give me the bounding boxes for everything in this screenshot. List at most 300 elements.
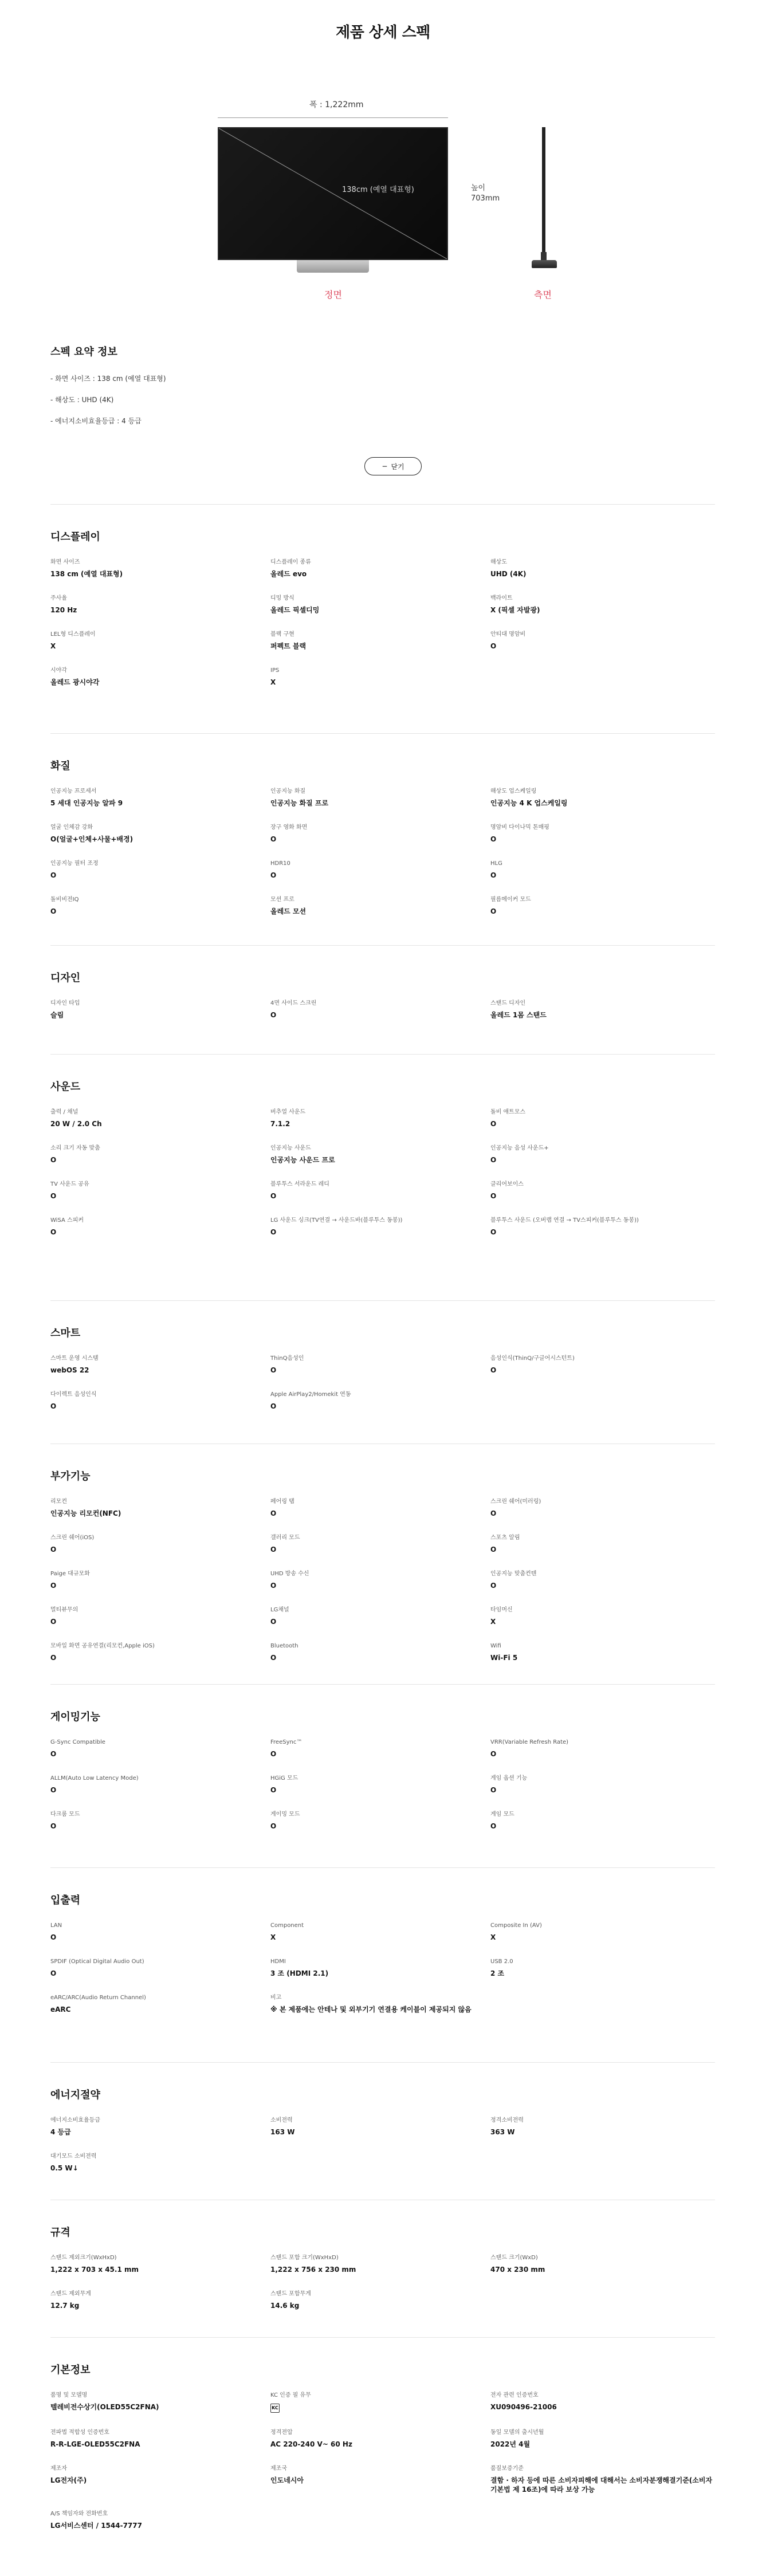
spec-label: LG 사운드 싱크(TV연결 → 사운드바(블루투스 동봉)) [270, 1217, 403, 1224]
height-label-title: 높이 [471, 184, 486, 192]
spec-value: 올레드 모션 [270, 907, 307, 915]
tv-side-foot [532, 260, 557, 268]
spec-value: O [490, 907, 497, 915]
spec-label: 필름메이커 모드 [490, 896, 531, 903]
spec-item [270, 559, 490, 579]
spec-label: 소비전력 [270, 2117, 293, 2123]
spec-item [50, 2290, 270, 2310]
spec-item [50, 2117, 270, 2137]
spec-label: 멀티뷰무의 [50, 1607, 78, 1613]
spec-label: 안티대 명암비 [490, 631, 526, 638]
spec-value: O [490, 1545, 497, 1554]
section-title: 화질 [50, 760, 70, 772]
spec-item [50, 1181, 270, 1201]
spec-item [270, 788, 490, 808]
spec-value: O [50, 1582, 57, 1590]
spec-label: 스크린 쉐어(iOS) [50, 1535, 95, 1541]
spec-value: O [490, 1120, 497, 1128]
spec-value: 163 W [270, 2128, 295, 2136]
spec-value: O [50, 1822, 57, 1830]
spec-item [270, 2254, 490, 2274]
spec-label: HGiG 모드 [270, 1775, 298, 1781]
spec-item [490, 1570, 715, 1590]
spec-value: O [50, 1228, 57, 1236]
product-figure [0, 0, 766, 321]
spec-label: 게임 모드 [490, 1811, 514, 1818]
spec-item [270, 2465, 490, 2494]
spec-value: 퍼펙트 블랙 [270, 642, 307, 650]
height-label-value: 703mm [471, 194, 500, 203]
spec-value: O [490, 1509, 497, 1517]
spec-label: 인공지능 맞춤컨텐 [490, 1571, 537, 1577]
spec-label: 제조자 [50, 2465, 67, 2472]
spec-value: Wi-Fi 5 [490, 1654, 518, 1662]
spec-value: O [490, 1750, 497, 1758]
spec-label: 정격소비전력 [490, 2117, 524, 2123]
spec-value: O(얼굴+인체+사물+배경) [50, 835, 133, 843]
spec-value: O [270, 1509, 277, 1517]
spec-label: 제조국 [270, 2465, 287, 2472]
section-title: 기본정보 [50, 2364, 91, 2376]
section-title: 사운드 [50, 1081, 81, 1093]
section-title: 스마트 [50, 1327, 81, 1339]
spec-label: HLG [490, 860, 502, 867]
spec-value: O [270, 1366, 277, 1374]
spec-item [50, 1739, 270, 1759]
spec-grid [50, 2117, 715, 2173]
spec-label: Paige 대규모화 [50, 1571, 90, 1577]
spec-label: 인공지능 필터 조정 [50, 860, 99, 867]
spec-value: X [270, 1933, 276, 1941]
spec-item [270, 896, 490, 916]
spec-label: 디스플레이 종류 [270, 559, 311, 565]
spec-value: O [270, 1786, 277, 1794]
summary-item: - 해상도 : UHD (4K) [50, 395, 715, 404]
tv-stand [297, 260, 369, 273]
spec-value: 1,222 x 703 x 45.1 mm [50, 2266, 139, 2274]
spec-item [50, 860, 270, 880]
spec-label: ALLM(Auto Low Latency Mode) [50, 1775, 139, 1781]
spec-item [270, 1498, 490, 1518]
spec-item [50, 1994, 270, 2014]
summary-list [50, 373, 715, 426]
spec-item [50, 631, 270, 651]
spec-value: O [490, 1822, 497, 1830]
spec-value: O [50, 1192, 57, 1200]
spec-item [270, 2429, 490, 2449]
spec-section [50, 2062, 715, 2173]
spec-item [50, 1606, 270, 1626]
spec-value: O [270, 1822, 277, 1830]
front-caption: 정면 [324, 289, 342, 300]
section-title: 디스플레이 [50, 531, 100, 543]
spec-item [50, 788, 270, 808]
spec-item [270, 2290, 490, 2310]
spec-label: 스탠드 제외무게 [50, 2291, 91, 2297]
spec-label: Bluetooth [270, 1643, 298, 1649]
spec-label: 디밍 방식 [270, 595, 294, 601]
spec-item [490, 1181, 715, 1201]
spec-value: O [270, 1618, 277, 1626]
spec-section [50, 1867, 715, 2014]
spec-value: eARC [50, 2005, 71, 2013]
spec-grid [50, 1355, 715, 1411]
spec-value: O [490, 1366, 497, 1374]
spec-value: 인공지능 화질 프로 [270, 799, 329, 807]
spec-label: 전파법 적합성 인증번호 [50, 2429, 109, 2436]
spec-value: O [270, 871, 277, 879]
spec-section [50, 1300, 715, 1411]
spec-item [50, 896, 270, 916]
spec-label: HDMI [270, 1958, 286, 1965]
spec-item [50, 1145, 270, 1165]
spec-item [50, 1217, 270, 1237]
spec-label: eARC/ARC(Audio Return Channel) [50, 1995, 146, 2001]
spec-value: O [50, 907, 57, 915]
spec-label: 모션 프로 [270, 896, 294, 903]
spec-label: 돌비비전IQ [50, 896, 79, 903]
spec-label: 클리어보이스 [490, 1181, 524, 1187]
spec-label: 에너지소비효율등급 [50, 2117, 100, 2123]
spec-item [490, 2254, 715, 2274]
spec-value: O [270, 1582, 277, 1590]
spec-item [490, 1498, 715, 1518]
spec-label: 비고 [270, 1995, 282, 2001]
spec-item [50, 2392, 270, 2413]
spec-label: 음성인식(ThinQ/구글어시스턴트) [490, 1355, 575, 1362]
spec-label: 다크룸 모드 [50, 1811, 80, 1818]
spec-item [270, 1181, 490, 1201]
spec-item [270, 1739, 490, 1759]
spec-item [270, 1145, 490, 1165]
spec-label: IPS [270, 667, 280, 674]
spec-item [50, 2510, 270, 2530]
spec-label: ThinQ음성인 [270, 1355, 304, 1362]
spec-label: LG채널 [270, 1607, 289, 1613]
spec-label: VRR(Variable Refresh Rate) [490, 1739, 569, 1745]
spec-value: 120 Hz [50, 606, 77, 614]
spec-value: 슬림 [50, 1011, 64, 1019]
spec-label: 돌비 애트모스 [490, 1109, 526, 1115]
spec-label: Composite In (AV) [490, 1922, 542, 1929]
spec-value: 3 조 (HDMI 2.1) [270, 1969, 329, 1977]
spec-item [490, 1606, 715, 1626]
spec-item [270, 1606, 490, 1626]
spec-value: X [270, 678, 276, 686]
spec-item [490, 896, 715, 916]
spec-item [270, 1811, 490, 1831]
spec-value: O [490, 642, 497, 650]
spec-value: O [50, 1933, 57, 1941]
spec-label: G-Sync Compatible [50, 1739, 105, 1745]
spec-item [50, 2465, 270, 2494]
spec-label: HDR10 [270, 860, 290, 867]
spec-item [490, 1108, 715, 1128]
spec-section [50, 945, 715, 1020]
diagonal-label: 138cm (예열 대표형) [342, 186, 414, 194]
spec-label: 모바일 화면 공유연결(리모컨,Apple iOS) [50, 1643, 155, 1649]
collapse-button[interactable] [364, 457, 422, 475]
spec-item [50, 1958, 270, 1978]
spec-label: LEL형 디스플레이 [50, 631, 96, 638]
spec-label: 스탠드 크기(WxD) [490, 2255, 538, 2261]
spec-item [270, 1391, 490, 1411]
spec-label: A/S 책임자와 전화번호 [50, 2511, 108, 2517]
spec-label: 스탠드 포함 크기(WxHxD) [270, 2255, 339, 2261]
width-label: 폭 : 1,222mm [309, 100, 364, 109]
spec-label: 시야각 [50, 667, 67, 674]
spec-value: XU090496-21006 [490, 2403, 557, 2411]
spec-item [50, 1498, 270, 1518]
spec-value: O [270, 1750, 277, 1758]
spec-item [50, 1391, 270, 1411]
spec-item [50, 1922, 270, 1942]
spec-value: 7.1.2 [270, 1120, 290, 1128]
spec-value: 4 등급 [50, 2128, 71, 2136]
spec-summary [50, 344, 715, 437]
spec-value: O [490, 1192, 497, 1200]
spec-item [490, 1922, 715, 1942]
spec-item [270, 667, 490, 687]
spec-label: 타임머신 [490, 1607, 513, 1613]
spec-value: O [270, 1654, 277, 1662]
section-title: 디자인 [50, 972, 81, 984]
spec-value: webOS 22 [50, 1366, 89, 1374]
spec-label: 품질보증기준 [490, 2465, 524, 2472]
spec-value: O [50, 1750, 57, 1758]
spec-item [490, 2465, 715, 2494]
spec-item [490, 1534, 715, 1554]
spec-item [490, 1958, 715, 1978]
spec-item [270, 824, 490, 844]
spec-value: O [270, 1545, 277, 1554]
spec-value: 올레드 광시야각 [50, 678, 100, 686]
spec-label: 다이렉트 음성인식 [50, 1391, 97, 1398]
spec-label: 버추얼 사운드 [270, 1109, 306, 1115]
section-title: 규격 [50, 2227, 70, 2239]
spec-label: 블랙 구현 [270, 631, 294, 638]
spec-item [50, 667, 270, 687]
page-title: 제품 상세 스펙 [336, 24, 430, 41]
spec-section [50, 2200, 715, 2310]
spec-value: O [490, 871, 497, 879]
spec-item [50, 1775, 270, 1795]
spec-value: 올레드 evo [270, 570, 307, 578]
spec-grid [50, 788, 715, 916]
spec-value: 5 세대 인공지능 알파 9 [50, 799, 123, 807]
spec-label: 품명 및 모델명 [50, 2392, 88, 2398]
spec-value: O [50, 1786, 57, 1794]
spec-item [50, 559, 270, 579]
spec-value: O [270, 1402, 277, 1410]
spec-section [50, 733, 715, 916]
spec-label: 전자 관련 인증번호 [490, 2392, 539, 2398]
spec-item [490, 824, 715, 844]
spec-value: UHD (4K) [490, 570, 527, 578]
spec-grid [50, 1108, 715, 1237]
spec-value: O [50, 1545, 57, 1554]
spec-item [50, 1642, 270, 1662]
spec-label: 인공지능 화질 [270, 788, 306, 795]
spec-value: ※ 본 제품에는 안테나 및 외부기기 연결용 케이블이 제공되지 않음 [270, 2005, 472, 2013]
spec-item [50, 1570, 270, 1590]
spec-item [490, 788, 715, 808]
spec-item [490, 1145, 715, 1165]
width-line [218, 117, 448, 118]
spec-value: 텔레비전수상기(OLED55C2FNA) [50, 2403, 159, 2411]
spec-item [50, 1355, 270, 1375]
spec-label: 명암비 다이나믹 톤매핑 [490, 824, 549, 831]
spec-label: 인공지능 프로세서 [50, 788, 97, 795]
spec-item [490, 2117, 715, 2137]
spec-label: 장구 영화 화면 [270, 824, 308, 831]
spec-value: O [270, 1228, 277, 1236]
spec-value: O [270, 1192, 277, 1200]
spec-label: 스탠드 디자인 [490, 1000, 526, 1006]
spec-item [270, 1570, 490, 1590]
spec-value: 올레드 픽셀디밍 [270, 606, 320, 614]
spec-label: 블루투스 서라운드 레디 [270, 1181, 329, 1187]
spec-label: FreeSync™ [270, 1739, 303, 1745]
spec-value: O [490, 1786, 497, 1794]
spec-value: 인공지능 리모컨(NFC) [50, 1509, 121, 1517]
spec-item [490, 595, 715, 615]
spec-label: 스마트 운영 시스템 [50, 1355, 99, 1362]
spec-value: 인공지능 4 K 업스케일링 [490, 799, 568, 807]
collapse-button-label: 닫기 [391, 462, 404, 471]
spec-label: 소리 크기 자동 맞춤 [50, 1145, 100, 1151]
spec-grid [50, 1498, 715, 1662]
spec-label: 인공지능 음성 사운드+ [490, 1145, 549, 1151]
spec-label: TV 사운드 공유 [50, 1181, 89, 1187]
spec-item [490, 1739, 715, 1759]
spec-value: 0.5 W↓ [50, 2164, 78, 2172]
minus-icon: − [382, 462, 388, 470]
spec-value [270, 2402, 490, 2413]
spec-label: 화면 사이즈 [50, 559, 80, 565]
spec-label: Wifi [490, 1643, 501, 1649]
spec-label: 게임 옵션 기능 [490, 1775, 528, 1781]
spec-item [490, 1775, 715, 1795]
spec-label: 해상도 [490, 559, 507, 565]
spec-item [490, 2429, 715, 2449]
spec-value: 138 cm (예열 대표형) [50, 570, 123, 578]
spec-label: UHD 방송 수신 [270, 1571, 309, 1577]
spec-label: KC 인증 필 유무 [270, 2392, 311, 2398]
spec-label: 스포츠 알림 [490, 1535, 520, 1541]
spec-label: 백라이트 [490, 595, 513, 601]
spec-value: O [490, 1582, 497, 1590]
spec-value: 올레드 1몸 스탠드 [490, 1011, 547, 1019]
spec-label: 갤러리 모드 [270, 1535, 300, 1541]
section-title: 게이밍기능 [50, 1711, 100, 1723]
spec-section [50, 1054, 715, 1237]
spec-section [50, 504, 715, 687]
spec-label: 게이밍 모드 [270, 1811, 300, 1818]
summary-item: - 에너지소비효율등급 : 4 등급 [50, 416, 715, 426]
spec-item [270, 2392, 490, 2413]
section-title: 에너지절약 [50, 2089, 100, 2101]
spec-item [270, 1217, 490, 1237]
spec-label: 스탠드 제외크기(WxHxD) [50, 2255, 117, 2261]
spec-item [270, 631, 490, 651]
spec-grid [50, 1922, 715, 2014]
spec-item [490, 631, 715, 651]
spec-item [490, 2392, 715, 2413]
spec-section [50, 1684, 715, 1831]
spec-item [270, 1994, 490, 2014]
spec-value: 14.6 kg [270, 2302, 300, 2310]
summary-item: - 화면 사이즈 : 138 cm (예열 대표형) [50, 373, 715, 383]
kc-mark-icon: KC [270, 2404, 280, 2413]
spec-label: 동일 모델의 출시년월 [490, 2429, 544, 2436]
spec-value: AC 220-240 V~ 60 Hz [270, 2440, 352, 2448]
spec-item [50, 1811, 270, 1831]
spec-label: 리모컨 [50, 1499, 67, 1505]
spec-value: O [490, 1228, 497, 1236]
spec-item [490, 1811, 715, 1831]
spec-item [270, 2117, 490, 2137]
spec-label: 주사율 [50, 595, 67, 601]
spec-value: O [50, 1156, 57, 1164]
spec-item [270, 1534, 490, 1554]
spec-value: 12.7 kg [50, 2302, 80, 2310]
spec-item [270, 1000, 490, 1020]
spec-grid [50, 2254, 715, 2310]
spec-value: O [50, 871, 57, 879]
spec-item [270, 1642, 490, 1662]
spec-label: Component [270, 1922, 304, 1929]
spec-value: 363 W [490, 2128, 515, 2136]
spec-item [270, 1355, 490, 1375]
spec-label: SPDIF (Optical Digital Audio Out) [50, 1958, 144, 1965]
side-caption: 측면 [534, 289, 552, 300]
spec-value: 2 조 [490, 1969, 505, 1977]
spec-label: 페어링 탭 [270, 1499, 294, 1505]
summary-title: 스펙 요약 정보 [50, 346, 117, 358]
spec-value: 20 W / 2.0 Ch [50, 1120, 102, 1128]
spec-value: R-R-LGE-OLED55C2FNA [50, 2440, 140, 2448]
spec-value: O [50, 1969, 57, 1977]
height-label [471, 183, 500, 204]
spec-value: O [50, 1402, 57, 1410]
section-title: 부가기능 [50, 1470, 91, 1482]
spec-label: 블루투스 사운드 (오버랩 연결 → TV스피커(블루투스 동봉)) [490, 1217, 639, 1224]
spec-value: O [270, 835, 277, 843]
spec-grid [50, 559, 715, 687]
spec-label: USB 2.0 [490, 1958, 513, 1965]
spec-grid [50, 1000, 715, 1020]
spec-item [270, 1958, 490, 1978]
spec-item [490, 1217, 715, 1237]
spec-label: 얼굴 인체감 강화 [50, 824, 93, 831]
spec-item [270, 1108, 490, 1128]
spec-value: O [490, 835, 497, 843]
section-title: 입출력 [50, 1894, 81, 1906]
spec-item [490, 1000, 715, 1020]
spec-value: X (픽셀 자발광) [490, 606, 540, 614]
spec-item [270, 1922, 490, 1942]
spec-value: X [50, 642, 56, 650]
spec-value: O [50, 1654, 57, 1662]
tv-front-image [218, 127, 448, 260]
spec-label: 디자인 타입 [50, 1000, 80, 1006]
spec-value: 2022년 4월 [490, 2440, 531, 2448]
spec-item [490, 860, 715, 880]
spec-label: Apple AirPlay2/Homekit 연동 [270, 1391, 351, 1398]
spec-item [50, 2153, 270, 2173]
spec-grid [50, 2392, 715, 2530]
